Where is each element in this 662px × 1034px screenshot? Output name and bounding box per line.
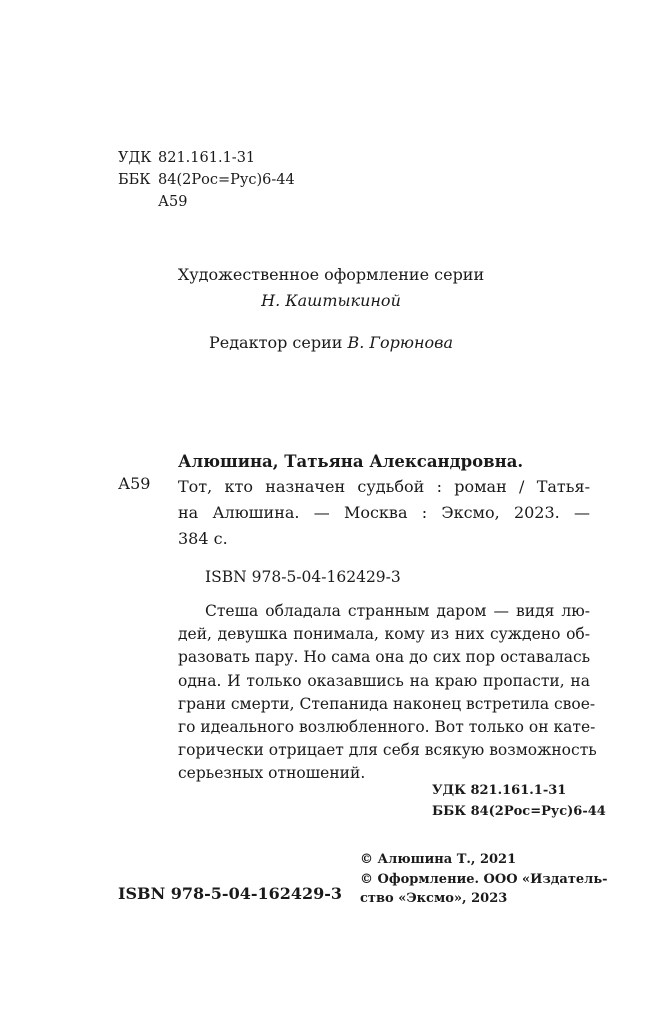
author-mark-row bbox=[118, 191, 295, 213]
annotation-line: разовать пару. Но сама она до сих пор оставалась bbox=[178, 648, 591, 667]
annotation-line: одна. И только оказавшись на краю пропасти, на bbox=[178, 671, 590, 690]
copyright-line: © Алюшина Т., 2021 bbox=[360, 852, 517, 867]
author-mark-value: А59 bbox=[158, 194, 188, 210]
annotation-line: грани смерти, Степанида наконец встретила свое- bbox=[178, 694, 596, 713]
bbk-value: 84(2Рос=Рус)6-44 bbox=[158, 172, 295, 188]
annotation-line: Стеша обладала странным даром — видя лю- bbox=[205, 602, 590, 620]
series-design-credit bbox=[0, 262, 662, 314]
series-editor-credit bbox=[0, 330, 662, 356]
catalog-author-mark: А59 bbox=[118, 474, 151, 493]
udk-label: УДК bbox=[118, 150, 152, 166]
footer-isbn: ISBN 978-5-04-162429-3 bbox=[118, 884, 343, 903]
author-heading: Алюшина, Татьяна Александровна. bbox=[178, 452, 524, 471]
card-classification-codes bbox=[432, 780, 606, 822]
editor-name: В. Горюнова bbox=[347, 333, 454, 352]
bbk-label: ББК bbox=[118, 172, 151, 188]
annotation bbox=[178, 600, 597, 786]
copyright-block bbox=[360, 850, 608, 909]
card-udk: УДК 821.161.1-31 bbox=[432, 783, 567, 798]
design-credit-label: Художественное оформление серии bbox=[177, 265, 485, 284]
editor-label: Редактор серии bbox=[208, 333, 348, 352]
bibliographic-description bbox=[178, 474, 590, 552]
annotation-line: дей, девушка понимала, кому из них суждено об- bbox=[178, 625, 590, 644]
annotation-line: серьезных отношений. bbox=[178, 764, 366, 783]
annotation-line: горически отрицает для себя всякую возможность bbox=[178, 741, 597, 760]
biblio-line: Тот, кто назначен судьбой : роман / Татья- bbox=[178, 477, 590, 496]
designer-name: Н. Каштыкиной bbox=[261, 291, 401, 310]
card-bbk: ББК 84(2Рос=Рус)6-44 bbox=[432, 804, 606, 819]
catalog-isbn: ISBN 978-5-04-162429-3 bbox=[205, 568, 401, 586]
udk-value: 821.161.1-31 bbox=[158, 150, 256, 166]
biblio-line: на Алюшина. — Москва : Эксмо, 2023. — bbox=[178, 503, 590, 522]
copyright-line: © Оформление. ООО «Издатель- bbox=[360, 871, 608, 887]
copyright-line: ство «Эксмо», 2023 bbox=[360, 891, 508, 906]
udk-row bbox=[118, 147, 295, 169]
bbk-row bbox=[118, 169, 295, 191]
classification-codes bbox=[118, 147, 295, 213]
author-mark-label bbox=[118, 191, 158, 213]
annotation-line: го идеального возлюбленного. Вот только он кате- bbox=[178, 718, 596, 737]
biblio-line: 384 с. bbox=[178, 529, 228, 548]
